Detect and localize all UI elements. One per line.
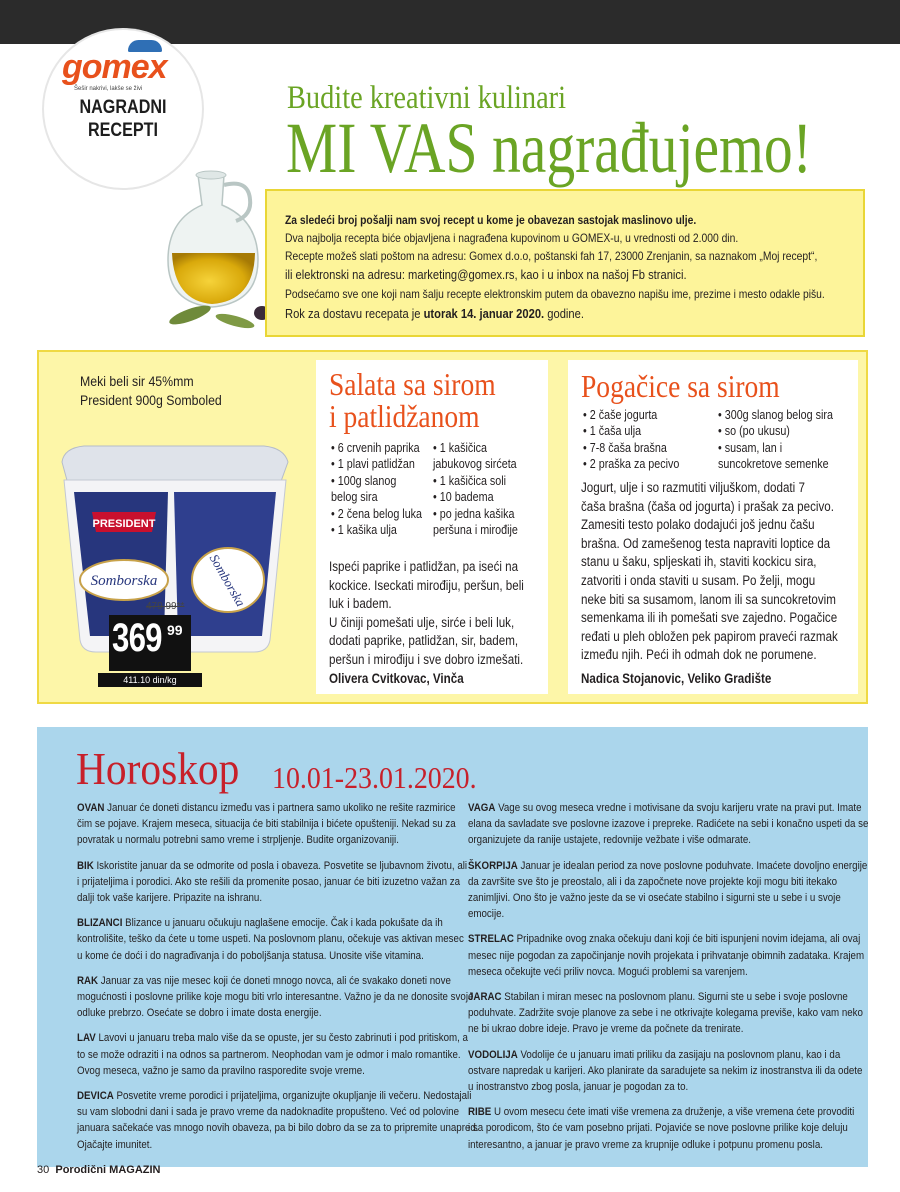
old-price: 479,99** bbox=[146, 601, 185, 612]
deadline-suffix: godine. bbox=[544, 306, 584, 321]
product-name-line2: President 900g Somboled bbox=[80, 392, 222, 408]
gomex-logo: gomex bbox=[62, 48, 167, 86]
horoscope-sign bbox=[77, 1088, 478, 1153]
instruction-line: stanu u šaku, spljeskati ih, staviti kockicu sira, bbox=[581, 554, 817, 570]
sign-text-line bbox=[468, 1104, 854, 1120]
sign-text-line: dalji tok vaše karijere. Pripazite na ishranu. bbox=[77, 892, 263, 904]
sign-text-line: meseca očekujte veći priliv novca. Mogući problemi sa varenjem. bbox=[468, 965, 748, 978]
sign-text-line bbox=[77, 915, 464, 931]
sign-name: OVAN bbox=[77, 802, 105, 814]
sign-name: RIBE bbox=[468, 1106, 492, 1119]
tub-brand-label: PRESIDENT bbox=[92, 518, 156, 530]
recipe2-title: Pogačice sa sirom bbox=[581, 368, 780, 404]
instruction-line: Zamesiti testo polako dodajući još jednu čašu bbox=[581, 517, 815, 533]
instruction-line: Jogurt, ulje i so razmutiti viljuškom, dodati 7 bbox=[581, 480, 805, 495]
ingredient: • 1 plavi patlidžan bbox=[331, 457, 415, 472]
sign-text-line bbox=[77, 1030, 468, 1046]
instruction-line: čaša brašna (čaša od jogurta) i prašak za pecivo. bbox=[581, 498, 834, 514]
recipe1-title-line1: Salata sa sirom bbox=[329, 366, 496, 402]
instruction-line: ređati u pleh obložen pek papirom praveći razmak bbox=[581, 628, 838, 644]
sign-text-line: i sa porodicom, što će vam posebno prijati. Pojaviće se nove poslovne prilike koje deluju bbox=[468, 1122, 848, 1135]
sign-text: Pripadnike ovog znaka očekuju dani koji će biti ispunjeni novim idejama, ali ovaj bbox=[513, 933, 861, 946]
sign-name: DEVICA bbox=[77, 1090, 114, 1102]
ingredient: • 1 kašika ulja bbox=[331, 523, 397, 538]
sign-text-line bbox=[468, 1047, 862, 1063]
sign-text-line: odluke prebrzo. Osećate se dobro i imate dosta energije. bbox=[77, 1007, 322, 1020]
sign-text-line: čim se pojave. Krajem meseca, situacija će biti stabilnija i bićete opušteniji. Nekad su za bbox=[77, 818, 456, 831]
ingredient: • 2 praška za pecivo bbox=[583, 457, 680, 472]
sign-text-line: organizujete da ranije ustajete, redovnije vežbate i više odmarate. bbox=[468, 834, 751, 847]
sign-text-line: interesantno, a januar je pravo vreme za krupnije odluke i potpunu promenu posla. bbox=[468, 1138, 823, 1151]
ingredient: • 7-8 čaša brašna bbox=[583, 440, 667, 455]
page-footer bbox=[37, 1164, 160, 1176]
notice-line: ili elektronski na adresu: marketing@gomex.rs, kao i u inbox na našoj Fb stranici. bbox=[285, 267, 687, 282]
sign-text-line: poduhvate. Zadržite svoje planove za sebe i ne otkrivajte kolegama previše, kako vam neko bbox=[468, 1007, 863, 1020]
sign-name: VAGA bbox=[468, 802, 496, 814]
recipe1-ingredients-right bbox=[433, 440, 518, 538]
horoscope-sign bbox=[468, 931, 864, 980]
tub-product-label: Somborska bbox=[90, 573, 158, 589]
sign-text-line bbox=[77, 973, 473, 989]
notice-line: Podsećamo sve one koji nam šalju recepte elektronskim putem da obavezno napišu ime, prezime i mesto odakle pišu. bbox=[285, 287, 825, 301]
price-decimals: 99 bbox=[167, 622, 183, 638]
sign-text-line: mesec nije pogodan za započinjanje novih projekata i prihvatanje obimnih zadataka. Krajem bbox=[468, 949, 865, 962]
instruction-line: između njih. Peći ih odmah dok ne porumene. bbox=[581, 647, 817, 663]
ingredient: belog sira bbox=[331, 490, 378, 505]
sign-text-line: zanimljivi. Ono što je važno jeste da se vi osećate stabilno i sigurni ste u sebe i u svoje bbox=[468, 892, 841, 904]
sign-name: BLIZANCI bbox=[77, 917, 123, 930]
sign-text: Stabilan i miran mesec na poslovnom planu. Sigurni ste u sebe i svoje poslovne bbox=[501, 991, 848, 1003]
sign-text-line: mogućnosti i poslovne prilike koje mogu biti vrlo interesantne. Važno je da ne donosite svoje bbox=[77, 991, 474, 1003]
magazine-name: Porodični MAGAZIN bbox=[55, 1164, 161, 1176]
tub-product-label-side: Somborska bbox=[206, 551, 249, 610]
sign-text-line: povratak u normalu potrebni samo vreme i strpljenje. Budite organizovaniji. bbox=[77, 834, 399, 847]
sign-name: RAK bbox=[77, 974, 99, 987]
ingredient: • 100g slanog bbox=[331, 473, 397, 488]
ingredient: • 300g slanog belog sira bbox=[718, 408, 833, 422]
recipe1-ingredients-left bbox=[331, 440, 422, 538]
sign-text-line: ne bi ukrao dobre ideje. Pravo je vreme da počnete da trenirate. bbox=[468, 1023, 744, 1036]
instruction-line: peršun i mirođiju i sve dobro izmešati. bbox=[329, 651, 524, 667]
submission-notice bbox=[265, 189, 865, 337]
horoscope-dates: 10.01-23.01.2020. bbox=[272, 760, 477, 795]
ingredient: • susam, lan i bbox=[718, 440, 783, 455]
sign-text-line: i prijateljima i porodici. Ako ste rešili da promenite posao, januar će biti izuzetno važan za bbox=[77, 875, 461, 888]
notice-line: Recepte možeš slati poštom na adresu: Gomex d.o.o, poštanski fah 17, 23000 Zrenjanin, sa naznakom „Moj recept“, bbox=[285, 249, 818, 263]
section-label-line2: RECEPTI bbox=[87, 120, 158, 141]
horoscope-sign bbox=[77, 915, 464, 964]
sign-text-line bbox=[77, 858, 467, 874]
sign-text-line: to se može odraziti i na odnos sa partnerom. Neophodan vam je odmor i malo romantike. bbox=[77, 1048, 461, 1061]
sign-text-line: emocije. bbox=[468, 908, 505, 921]
ingredient: • 10 badema bbox=[433, 490, 494, 505]
sign-text-line: u inostranstvo zbog posla, januar je pogodan za to. bbox=[468, 1081, 689, 1093]
ingredient: • so (po ukusu) bbox=[718, 424, 790, 439]
sign-text-line: su vam slobodni dani i sada je pravo vreme da nadoknadite propušteno. Već od polovine bbox=[77, 1106, 460, 1119]
ingredient: peršuna i mirođije bbox=[433, 523, 518, 538]
ingredient: • 2 čaše jogurta bbox=[583, 408, 658, 422]
sign-name: STRELAC bbox=[468, 933, 514, 946]
instruction-line: zatvoriti i onda staviti u susam. Po želji, mogu bbox=[581, 572, 816, 588]
sign-text-line: kontrolišite, teško da ćete u tome uspeti. Na poslovnom planu, očekuje vas aktivan mesec bbox=[77, 933, 464, 946]
sign-text-line bbox=[468, 800, 868, 816]
ingredient: • po jedna kašika bbox=[433, 506, 515, 521]
kicker: Budite kreativni kulinari bbox=[287, 80, 567, 116]
product-name bbox=[80, 372, 222, 410]
deadline-prefix: Rok za dostavu recepata je bbox=[285, 306, 424, 321]
sign-text-line bbox=[77, 1088, 478, 1104]
instruction-line: U činiji pomešati ulje, sirće i beli luk, bbox=[329, 614, 515, 630]
instruction-line: dodati paprike, patlidžan, sir, badem, bbox=[329, 633, 519, 649]
horoscope-sign bbox=[468, 800, 868, 849]
horoscope-sign bbox=[468, 1104, 854, 1153]
recipe2-ingredients-right bbox=[718, 407, 833, 473]
recipe2-author: Nadica Stojanovic, Veliko Gradište bbox=[581, 671, 772, 686]
page-number: 30 bbox=[37, 1164, 50, 1176]
sign-text-line: Ojačajte imunitet. bbox=[77, 1138, 153, 1151]
sign-text-line: u kome će doći i do nagrađivanja i do poboljšanja statusa. Unosite više vitamina. bbox=[77, 949, 424, 962]
instruction-line: neke biti sa susamom, lanom ili sa suncokretovim bbox=[581, 591, 836, 607]
horoscope-title: Horoskop bbox=[76, 743, 240, 794]
sign-text: Januar će doneti distancu između vas i partnera samo ukoliko ne rešite razmirice bbox=[104, 802, 456, 814]
recipe1-instructions bbox=[329, 558, 524, 670]
horoscope-sign bbox=[77, 800, 456, 849]
sign-text-line bbox=[468, 931, 864, 947]
sign-name: LAV bbox=[77, 1032, 96, 1045]
sign-text-line: da završite sve što je preostalo, ali i da započnete nove projekte koji mogu biti itekako bbox=[468, 875, 837, 888]
horoscope-sign bbox=[77, 973, 473, 1022]
ingredient: • 1 kašičica soli bbox=[433, 473, 507, 488]
horoscope-sign bbox=[77, 1030, 468, 1079]
recipe1-author: Olivera Cvitkovac, Vinča bbox=[329, 671, 464, 686]
ingredient: • 1 kašičica bbox=[433, 441, 487, 455]
ingredient: • 6 crvenih paprika bbox=[331, 441, 420, 455]
sign-text: Vodolije će u januaru imati priliku da zasijaju na poslovnom planu, kao i da bbox=[517, 1048, 841, 1061]
headline: MI VAS nagrađujemo! bbox=[286, 108, 812, 188]
horoscope-sign bbox=[468, 1047, 862, 1096]
logo-tagline: Šešir nakrivi, lakše se živi bbox=[74, 86, 143, 92]
ingredient: • 2 čena belog luka bbox=[331, 506, 423, 521]
deadline-line bbox=[285, 306, 584, 321]
sign-text-line bbox=[468, 989, 863, 1005]
sign-text-line: Ovog meseca, važno je samo da pravilno rasporedite svoje vreme. bbox=[77, 1064, 365, 1077]
instruction-line: brašna. Od zamešenog testa napraviti loptice da bbox=[581, 535, 831, 551]
ingredient: • 1 čaša ulja bbox=[583, 424, 642, 439]
sign-text-line: elana da savladate sve poslovne izazove i prepreke. Radićete na sebi i konačno uspeti da se bbox=[468, 818, 869, 831]
sign-text: Januar je idealan period za nove poslovne poduhvate. Imaćete dovoljno energije bbox=[517, 859, 868, 872]
sign-text-line bbox=[468, 858, 867, 874]
horoscope-sign bbox=[468, 989, 863, 1038]
sign-text-line bbox=[77, 800, 456, 816]
instruction-line: Ispeći paprike i patlidžan, pa iseći na bbox=[329, 559, 519, 574]
notice-line: Za sledeći broj pošalji nam svoj recept u kome je obavezan sastojak maslinovo ulje. bbox=[285, 213, 697, 227]
sign-text-line: ostvare napredak u karijeri. Ako planirate da saradujete sa nekim iz inostranstva ili da odete bbox=[468, 1064, 863, 1077]
sign-text: Iskoristite januar da se odmorite od posla i obaveza. Posvetite se ljubavnom životu, ali bbox=[93, 859, 468, 872]
ingredient: suncokretove semenke bbox=[718, 457, 829, 472]
sign-text: Posvetite vreme porodici i prijateljima, organizujte okupljanje ili večeru. Nedostajali bbox=[113, 1090, 472, 1102]
sign-text-line: januara sačekaće vas mnogo novih obaveza, pa bi bilo dobro da se za to pripremite unapred. bbox=[77, 1122, 479, 1135]
horoscope-sign bbox=[468, 858, 867, 923]
instruction-line: kockice. Iseckati mirođiju, peršun, beli bbox=[329, 577, 524, 593]
deadline-date: utorak 14. januar 2020. bbox=[423, 306, 545, 321]
instruction-line: luk i badem. bbox=[329, 596, 392, 612]
recipe2-ingredients-left bbox=[583, 407, 679, 473]
sign-name: JARAC bbox=[468, 991, 502, 1003]
horoscope-sign bbox=[77, 858, 467, 907]
sign-name: VODOLIJA bbox=[468, 1048, 518, 1061]
unit-price: 411.10 din/kg bbox=[98, 673, 202, 687]
product-name-line1: Meki beli sir 45%mm bbox=[80, 373, 194, 389]
ingredient: jabukovog sirćeta bbox=[433, 457, 517, 472]
instruction-line: semenkama ili ih pomešati sve zajedno. Pogačice bbox=[581, 610, 838, 626]
sign-text: Vage su ovog meseca vredne i motivisane da svoju karijeru vrate na pravi put. Imate bbox=[495, 802, 862, 814]
sign-text: Lavovi u januaru treba malo više da se opuste, jer su često zabrinuti i pod pritiskom, a bbox=[95, 1032, 468, 1045]
notice-line: Dva najbolja recepta biće objavljena i nagrađena kupovinom u GOMEX-u, u vrednosti od 2.000 din. bbox=[285, 231, 739, 245]
sign-name: ŠKORPIJA bbox=[468, 859, 518, 872]
section-label-line1: NAGRADNI bbox=[79, 97, 167, 118]
recipe1-title-line2: i patlidžanom bbox=[329, 398, 480, 434]
sign-name: BIK bbox=[77, 859, 94, 872]
sign-text: Januar za vas nije mesec koji će doneti mnogo novca, ali će svakako doneti nove bbox=[98, 974, 451, 987]
recipe2-instructions bbox=[581, 479, 838, 665]
sign-text: Blizance u januaru očukuju naglašene emocije. Čak i kada pokušate da ih bbox=[122, 917, 443, 930]
price-main: 369 bbox=[112, 616, 162, 660]
sign-text: U ovom mesecu ćete imati više vremena za druženje, a više vremena ćete provoditi bbox=[491, 1106, 855, 1119]
